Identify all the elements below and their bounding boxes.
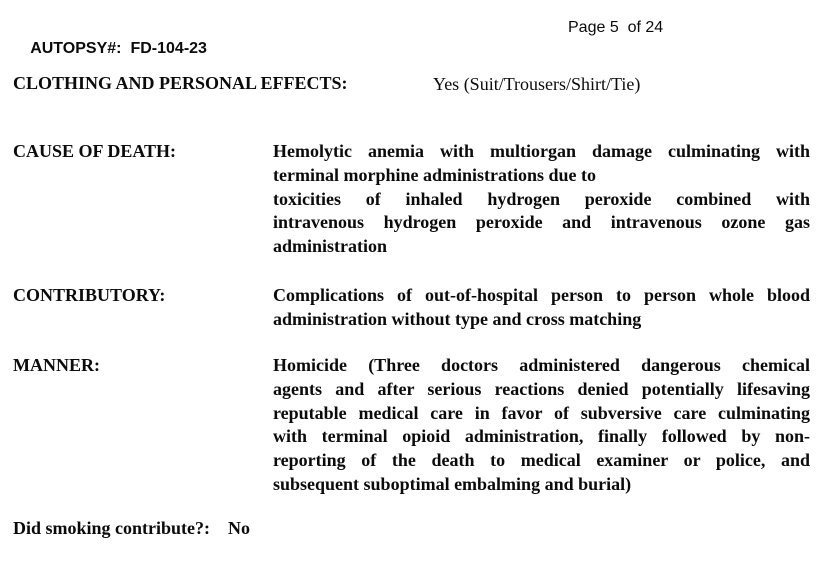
page-number: Page 5 of 24 — [568, 19, 664, 36]
cause-line: administration — [273, 236, 388, 257]
manner-line: reporting of the death to medical examiner or police, and — [273, 450, 810, 471]
smoking-answer: No — [228, 518, 251, 538]
cause-line: Hemolytic anemia with multiorgan damage culminating with — [273, 141, 810, 161]
manner-label: MANNER: — [13, 355, 100, 375]
manner-line: Homicide (Three doctors administered dangerous chemical — [273, 355, 810, 375]
manner-text — [273, 354, 810, 497]
contributory-line: administration without type and cross matching — [273, 308, 642, 329]
smoking-question-label: Did smoking contribute?: — [13, 518, 211, 538]
manner-line: reputable medical care in favor of subversive care culminating — [273, 402, 810, 423]
autopsy-number-value: FD-104-23 — [130, 40, 207, 57]
cause-of-death-text — [273, 140, 810, 259]
manner-line: with terminal opioid administration, finally followed by non- — [273, 426, 810, 447]
manner-line: agents and after serious reactions denied potentially lifesaving — [273, 378, 810, 399]
manner-line: subsequent suboptimal embalming and burial) — [273, 473, 632, 494]
contributory-text — [273, 284, 810, 332]
clothing-value: Yes (Suit/Trousers/Shirt/Tie) — [433, 74, 641, 94]
smoking-question-row — [13, 517, 250, 541]
contributory-label: CONTRIBUTORY: — [13, 285, 166, 305]
cause-line: toxicities of inhaled hydrogen peroxide combined with — [273, 188, 810, 209]
cause-of-death-label: CAUSE OF DEATH: — [13, 141, 177, 161]
cause-line: terminal morphine administrations due to — [273, 164, 597, 185]
autopsy-number-label: AUTOPSY#: — [30, 40, 122, 57]
cause-line: intravenous hydrogen peroxide and intravenous ozone gas — [273, 212, 810, 233]
contributory-line: Complications of out-of-hospital person to person whole blood — [273, 285, 810, 305]
clothing-label: CLOTHING AND PERSONAL EFFECTS: — [13, 73, 348, 93]
